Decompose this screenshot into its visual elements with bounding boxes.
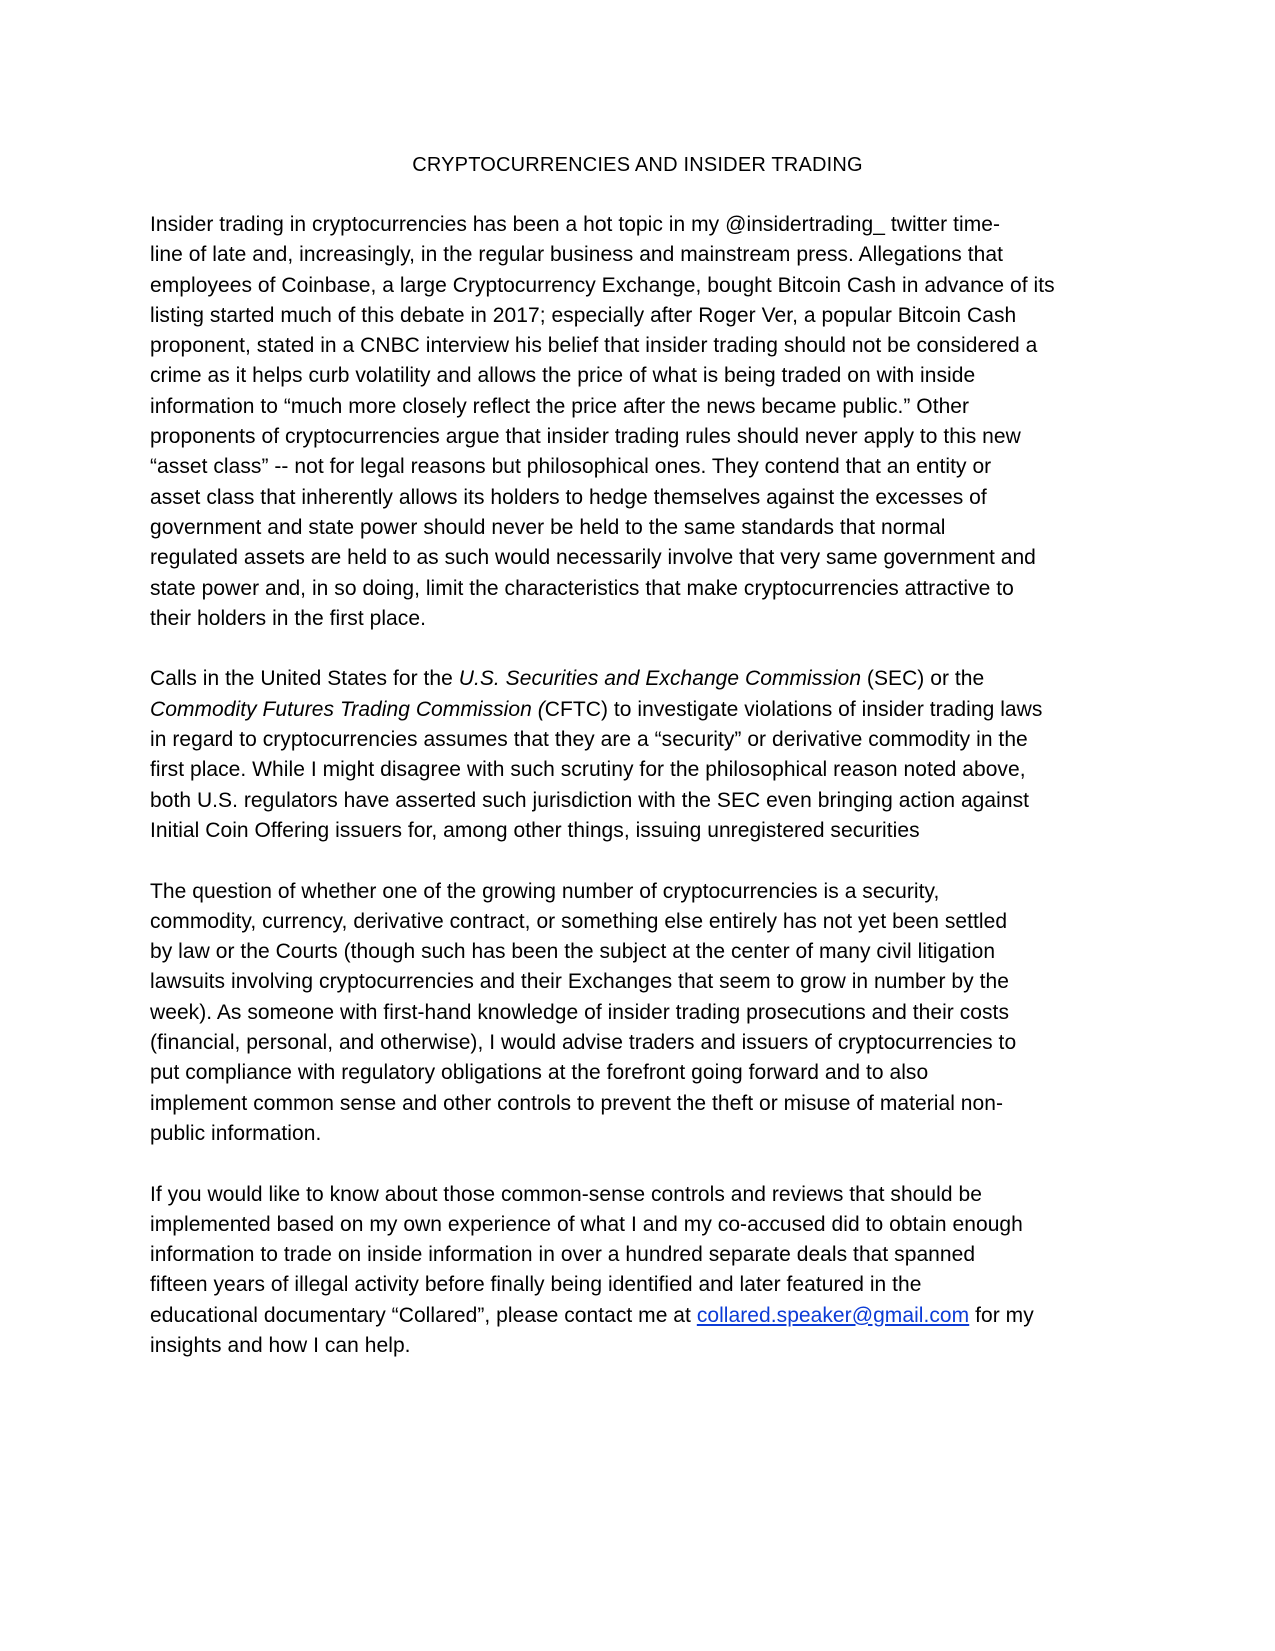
text-line: lawsuits involving cryptocurrencies and their Exchanges that seem to grow in number by the [150,970,1009,994]
text-line: in regard to cryptocurrencies assumes that they are a “security” or derivative commodity in the [150,728,1028,752]
email-link[interactable]: collared.speaker@gmail.com [696,1303,970,1327]
text-line: state power and, in so doing, limit the characteristics that make cryptocurrencies attractive to [150,576,1014,600]
text-run: CFTC) to investigate violations of insider trading laws [544,697,1043,721]
text-line: information to trade on inside information in over a hundred separate deals that spanned [150,1243,976,1267]
text-line: employees of Coinbase, a large Cryptocurrency Exchange, bought Bitcoin Cash in advance of its [150,273,1055,297]
text-line: listing started much of this debate in 2017; especially after Roger Ver, a popular Bitcoin Cash [150,303,1017,327]
text-line [150,664,1125,694]
text-line: their holders in the first place. [150,606,426,630]
document-title: CRYPTOCURRENCIES AND INSIDER TRADING [412,154,863,176]
text-line: crime as it helps curb volatility and allows the price of what is being traded on with inside [150,364,976,388]
paragraph-3 [150,877,1125,1150]
text-run: for my [969,1303,1034,1327]
text-line: first place. While I might disagree with such scrutiny for the philosophical reason noted above, [150,758,1026,782]
paragraph-1 [150,210,1125,634]
text-line: regulated assets are held to as such would necessarily involve that very same government and [150,546,1036,570]
text-line: commodity, currency, derivative contract, or something else entirely has not yet been settled [150,909,1008,933]
text-line: asset class that inherently allows its holders to hedge themselves against the excesses of [150,485,987,509]
paragraph-2 [150,664,1125,846]
text-line: Insider trading in cryptocurrencies has been a hot topic in my @insidertrading_ twitter time- [150,213,1001,236]
text-line: week). As someone with first-hand knowledge of insider trading prosecutions and their costs [150,1000,1009,1024]
text-line: information to “much more closely reflect the price after the news became public.” Other [150,394,970,418]
text-run: (SEC) or the [861,667,985,691]
text-line: implemented based on my own experience of what I and my co-accused did to obtain enough [150,1212,1023,1236]
text-run: educational documentary “Collared”, please contact me at [150,1303,697,1327]
italic-agency-name: U.S. Securities and Exchange Commission [458,667,862,691]
text-line: insights and how I can help. [150,1333,411,1357]
paragraph-4 [150,1180,1125,1362]
text-line [150,695,1125,725]
text-line: both U.S. regulators have asserted such jurisdiction with the SEC even bringing action against [150,788,1030,812]
text-line: implement common sense and other controls to prevent the theft or misuse of material non- [150,1091,1004,1115]
text-line: The question of whether one of the growing number of cryptocurrencies is a security, [150,879,940,903]
document-body [150,210,1125,1392]
text-line: government and state power should never be held to the same standards that normal [150,515,946,539]
text-line: “asset class” -- not for legal reasons but philosophical ones. They contend that an entity or [150,455,992,479]
text-line: Initial Coin Offering issuers for, among other things, issuing unregistered securities [150,818,920,842]
text-line: If you would like to know about those common-sense controls and reviews that should be [150,1182,982,1206]
text-line: proponent, stated in a CNBC interview his belief that insider trading should not be considered a [150,334,1038,358]
italic-agency-name: Commodity Futures Trading Commission ( [150,697,545,721]
text-line: (financial, personal, and otherwise), I would advise traders and issuers of cryptocurrencies to [150,1031,1017,1055]
text-line: proponents of cryptocurrencies argue that insider trading rules should never apply to this new [150,425,1021,449]
text-line [150,1301,1125,1331]
text-line: put compliance with regulatory obligations at the forefront going forward and to also [150,1061,929,1085]
text-run: Calls in the United States for the [150,667,459,691]
text-line: by law or the Courts (though such has been the subject at the center of many civil litigation [150,940,996,964]
text-line: line of late and, increasingly, in the regular business and mainstream press. Allegations that [150,243,1003,267]
text-line: fifteen years of illegal activity before finally being identified and later featured in the [150,1273,922,1297]
text-line: public information. [150,1121,322,1145]
